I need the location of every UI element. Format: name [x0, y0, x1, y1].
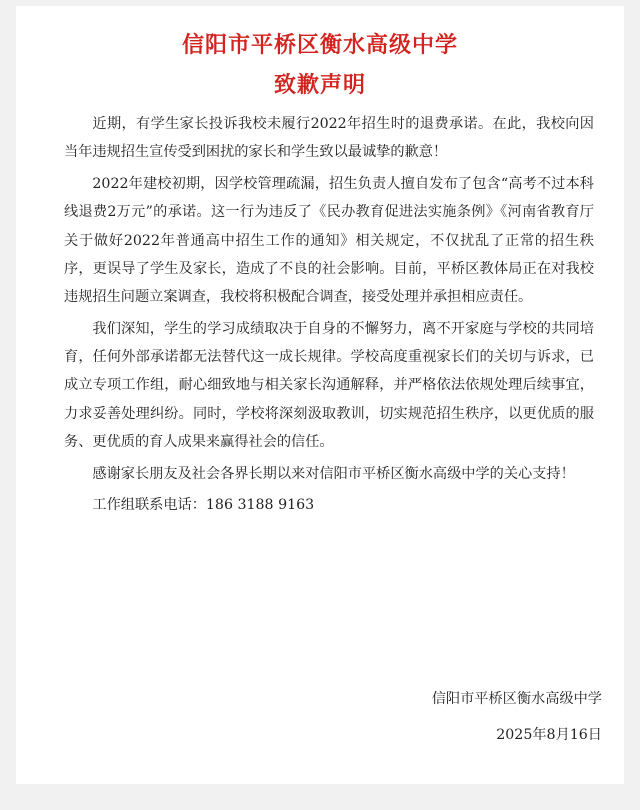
signature-date: 2025年8月16日: [496, 727, 602, 743]
signature-school: 信阳市平桥区衡水高级中学: [431, 691, 602, 707]
school-name-title: 信阳市平桥区衡水高级中学: [181, 33, 458, 58]
paragraph-background: 2022年建校初期，因学校管理疏漏，招生负责人擅自发布了包含“高考不过本科线退费2万元”的承诺。这一行为违反了《民办教育促进法实施条例》《河南省教育厅关于做好2022年普通高中招生工作的通知》相关规定，不仅扰乱了正常的招生秩序，更误导了学生及家长，造成了不良的社会影响。目前，平桥区教体局正在对我校违规招生问题立案调查，我校将积极配合调查，接受处理并承担相应责任。: [64, 175, 594, 306]
paragraph-commitment: 我们深知，学生的学习成绩取决于自身的不懈努力，离不开家庭与学校的共同培育，任何外部承诺都无法替代这一成长规律。学校高度重视家长们的关切与诉求，已成立专项工作组，耐心细致地与相关家长沟通解释，并严格依法依规处理后续事宜，力求妥善处理纠纷。同时，学校将深刻汲取教训，切实规范招生秩序，以更优质的服务、更优质的育人成果来赢得社会的信任。: [64, 320, 594, 451]
contact-phone: 工作组联系电话：186 3188 9163: [92, 497, 315, 514]
statement-document: [16, 6, 624, 784]
statement-heading: 致歉声明: [273, 73, 366, 98]
statement-body: [64, 110, 594, 523]
paragraph-thanks: 感谢家长朋友及社会各界长期以来对信阳市平桥区衡水高级中学的关心支持！: [92, 465, 575, 482]
paragraph-apology: 近期，有学生家长投诉我校未履行2022年招生时的退费承诺。在此，我校向因当年违规招生宣传受到困扰的家长和学生致以最诚挚的歉意！: [64, 116, 594, 161]
